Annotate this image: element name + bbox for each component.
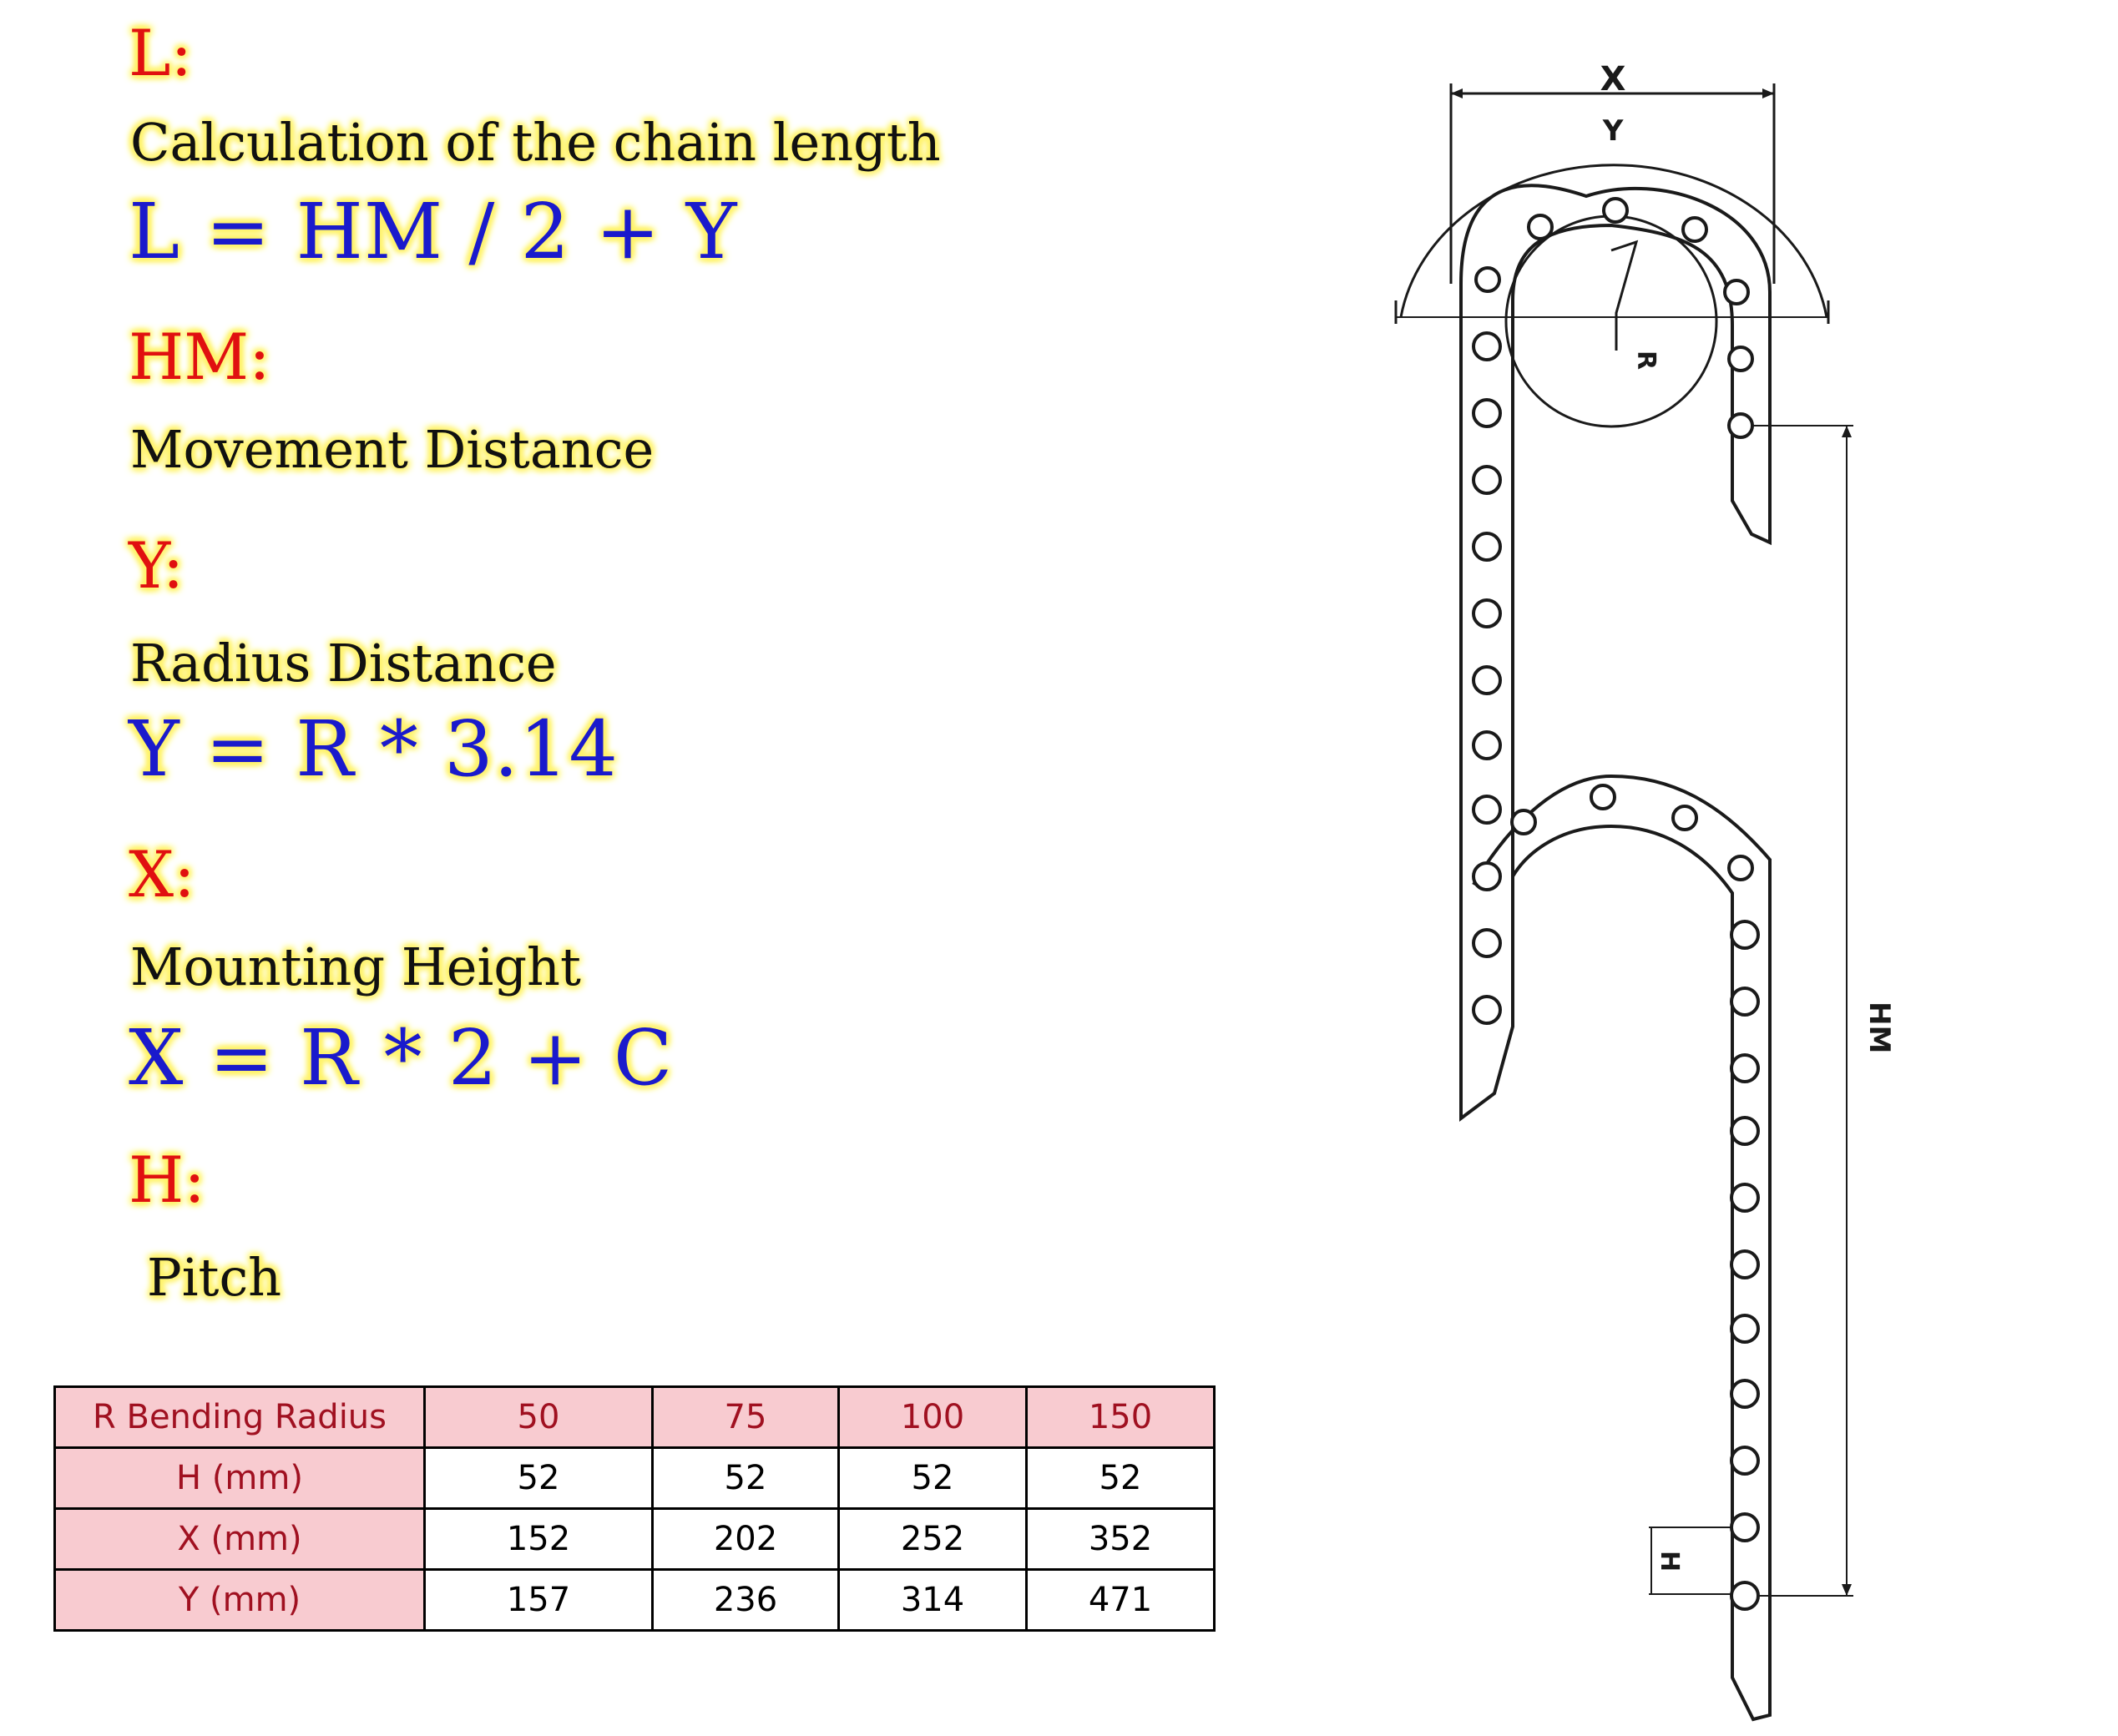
table-row (55, 1570, 1215, 1631)
table-cell: 236 (653, 1570, 839, 1631)
table-cell: 52 (425, 1448, 653, 1509)
table-row-label: Y (mm) (55, 1570, 425, 1631)
bending-radius-table (53, 1385, 1216, 1632)
table-header-row (55, 1387, 1215, 1448)
table-cell: 252 (839, 1509, 1027, 1570)
table-cell: 157 (425, 1570, 653, 1631)
heading-h: H: (129, 1143, 205, 1217)
heading-hm: HM: (129, 320, 270, 394)
table-cell: 202 (653, 1509, 839, 1570)
label-y: Y (1602, 114, 1624, 148)
description-h: Pitch (147, 1247, 282, 1308)
label-h: H (1655, 1551, 1684, 1572)
heading-l: L: (129, 16, 193, 90)
heading-y: Y: (129, 528, 185, 603)
label-r: R (1631, 351, 1661, 371)
table-header-cell: 150 (1027, 1387, 1215, 1448)
description-l: Calculation of the chain length (130, 112, 941, 173)
description-y: Radius Distance (130, 633, 557, 694)
formula-l: L = HM / 2 + Y (129, 187, 738, 276)
label-x: X (1600, 60, 1626, 98)
label-hm: HM (1863, 1002, 1896, 1054)
formula-x: X = R * 2 + C (129, 1013, 674, 1103)
table-cell: 52 (839, 1448, 1027, 1509)
description-hm: Movement Distance (130, 419, 655, 480)
table-cell: 52 (1027, 1448, 1215, 1509)
table-row-label: X (mm) (55, 1509, 425, 1570)
table-cell: 471 (1027, 1570, 1215, 1631)
table-header-cell: 100 (839, 1387, 1027, 1448)
cable-chain-diagram (1336, 0, 1937, 1736)
formula-y: Y = R * 3.14 (129, 704, 619, 794)
heading-x: X: (129, 837, 195, 911)
table-row (55, 1509, 1215, 1570)
table-header-label: R Bending Radius (55, 1387, 425, 1448)
description-x: Mounting Height (130, 936, 581, 997)
table-cell: 152 (425, 1509, 653, 1570)
table-cell: 314 (839, 1570, 1027, 1631)
table-cell: 52 (653, 1448, 839, 1509)
table-row (55, 1448, 1215, 1509)
table-cell: 352 (1027, 1509, 1215, 1570)
table-header-cell: 50 (425, 1387, 653, 1448)
table-row-label: H (mm) (55, 1448, 425, 1509)
table-header-cell: 75 (653, 1387, 839, 1448)
